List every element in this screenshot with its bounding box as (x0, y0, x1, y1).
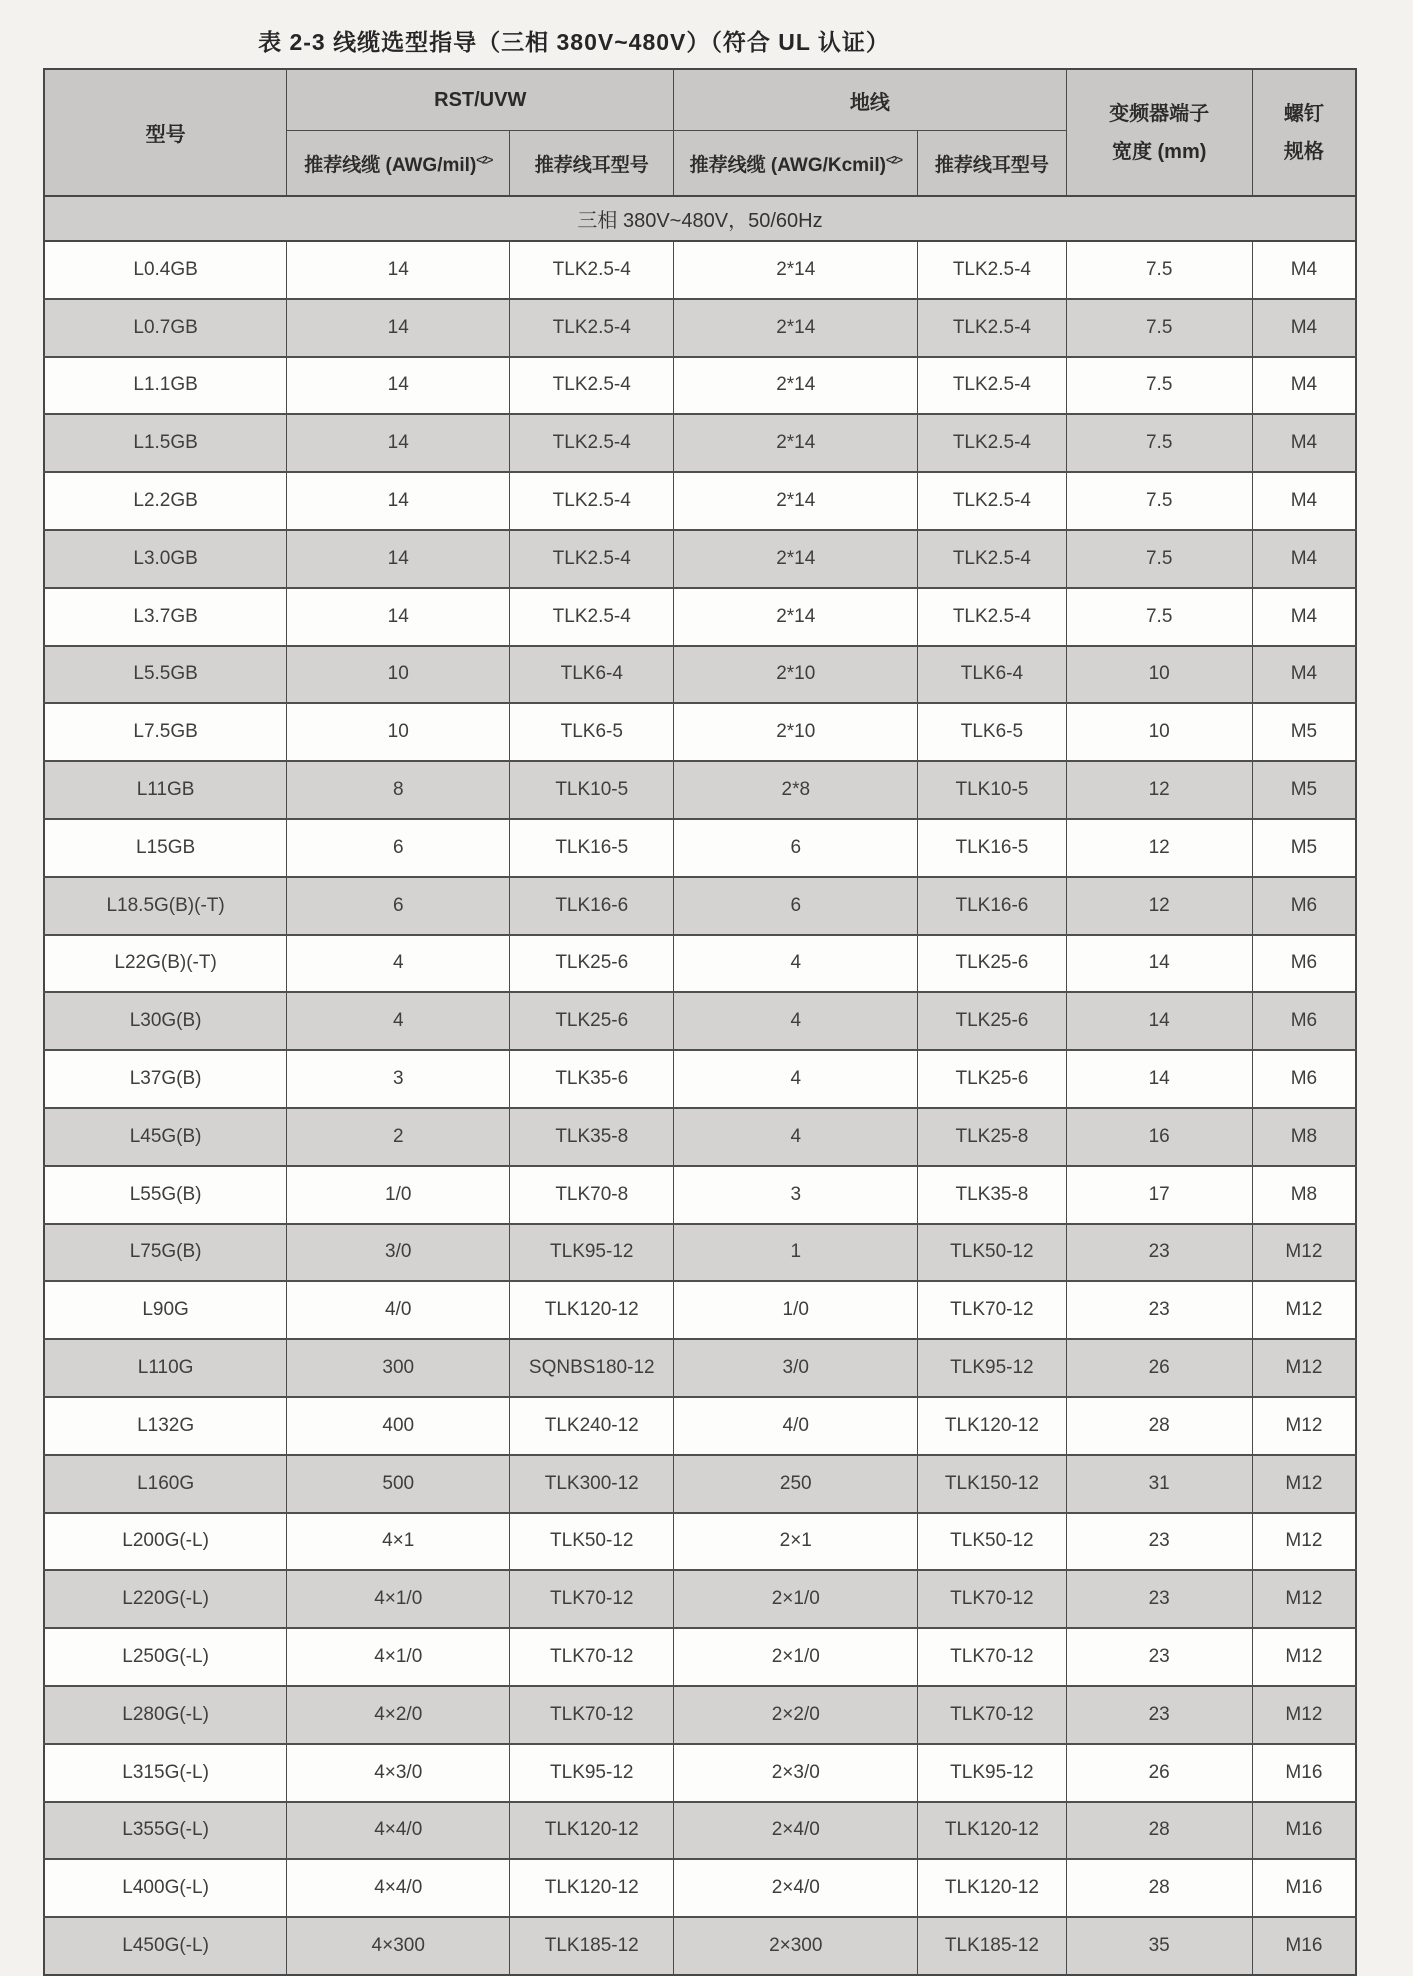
model-cell: L22G(B)(-T) (44, 935, 287, 993)
terminal-width-cell: 7.5 (1066, 472, 1252, 530)
ground-cable-cell: 2×2/0 (674, 1686, 918, 1744)
header-rst-cable (287, 131, 510, 197)
terminal-width-cell: 14 (1066, 935, 1252, 993)
rst-cable-cell: 4×1 (287, 1513, 510, 1571)
screw-spec-cell: M16 (1252, 1802, 1356, 1860)
table-row (44, 992, 1356, 1050)
table-row (44, 357, 1356, 415)
ground-cable-cell: 6 (674, 877, 918, 935)
screw-spec-cell: M4 (1252, 357, 1356, 415)
screw-spec-cell: M6 (1252, 935, 1356, 993)
header-screw-spec (1252, 69, 1356, 196)
terminal-width-cell: 23 (1066, 1570, 1252, 1628)
rst-cable-cell: 14 (287, 241, 510, 299)
cable-selection-table (43, 68, 1357, 1976)
screw-spec-cell: M12 (1252, 1570, 1356, 1628)
table-row (44, 299, 1356, 357)
rst-lug-cell: TLK16-5 (510, 819, 674, 877)
rst-lug-cell: SQNBS180-12 (510, 1339, 674, 1397)
ground-lug-cell: TLK10-5 (918, 761, 1066, 819)
table-row (44, 1513, 1356, 1571)
rst-lug-cell: TLK2.5-4 (510, 414, 674, 472)
model-cell: L110G (44, 1339, 287, 1397)
ground-lug-cell: TLK95-12 (918, 1744, 1066, 1802)
screw-spec-cell: M12 (1252, 1224, 1356, 1282)
terminal-width-cell: 7.5 (1066, 588, 1252, 646)
screw-spec-cell: M5 (1252, 761, 1356, 819)
ground-cable-cell: 2×4/0 (674, 1859, 918, 1917)
rst-lug-cell: TLK35-6 (510, 1050, 674, 1108)
header-ground-group: 地线 (674, 69, 1066, 131)
header-screw-line1: 螺钉 (1283, 102, 1324, 125)
ground-lug-cell: TLK2.5-4 (918, 588, 1066, 646)
ground-lug-cell: TLK35-8 (918, 1166, 1066, 1224)
header-ground-cable (674, 131, 918, 197)
screw-spec-cell: M12 (1252, 1281, 1356, 1339)
rst-cable-cell: 400 (287, 1397, 510, 1455)
terminal-width-cell: 23 (1066, 1281, 1252, 1339)
ground-cable-cell: 2*14 (674, 414, 918, 472)
table-row (44, 588, 1356, 646)
ground-lug-cell: TLK120-12 (918, 1397, 1066, 1455)
terminal-width-cell: 26 (1066, 1339, 1252, 1397)
rst-lug-cell: TLK25-6 (510, 935, 674, 993)
terminal-width-cell: 14 (1066, 992, 1252, 1050)
ground-cable-cell: 4/0 (674, 1397, 918, 1455)
phase-band-row (44, 196, 1356, 241)
rst-cable-cell: 14 (287, 472, 510, 530)
rst-cable-cell: 4 (287, 992, 510, 1050)
terminal-width-cell: 10 (1066, 646, 1252, 704)
table-row (44, 1859, 1356, 1917)
ground-lug-cell: TLK16-5 (918, 819, 1066, 877)
model-cell: L7.5GB (44, 703, 287, 761)
ground-lug-cell: TLK25-6 (918, 992, 1066, 1050)
ground-cable-cell: 2*14 (674, 472, 918, 530)
terminal-width-cell: 12 (1066, 819, 1252, 877)
ground-lug-cell: TLK2.5-4 (918, 299, 1066, 357)
table-header (44, 69, 1356, 196)
model-cell: L55G(B) (44, 1166, 287, 1224)
terminal-width-cell: 7.5 (1066, 241, 1252, 299)
ground-cable-cell: 2×1 (674, 1513, 918, 1571)
rst-lug-cell: TLK300-12 (510, 1455, 674, 1513)
terminal-width-cell: 10 (1066, 703, 1252, 761)
terminal-width-cell: 7.5 (1066, 530, 1252, 588)
terminal-width-cell: 16 (1066, 1108, 1252, 1166)
model-cell: L0.7GB (44, 299, 287, 357)
rst-lug-cell: TLK25-6 (510, 992, 674, 1050)
rst-cable-cell: 4×3/0 (287, 1744, 510, 1802)
rst-cable-cell: 14 (287, 414, 510, 472)
screw-spec-cell: M4 (1252, 414, 1356, 472)
rst-lug-cell: TLK50-12 (510, 1513, 674, 1571)
terminal-width-cell: 23 (1066, 1686, 1252, 1744)
model-cell: L132G (44, 1397, 287, 1455)
ground-lug-cell: TLK2.5-4 (918, 357, 1066, 415)
ground-cable-cell: 2*14 (674, 299, 918, 357)
table-row (44, 877, 1356, 935)
model-cell: L220G(-L) (44, 1570, 287, 1628)
table-row (44, 1570, 1356, 1628)
screw-spec-cell: M12 (1252, 1455, 1356, 1513)
ground-cable-cell: 4 (674, 1108, 918, 1166)
ground-cable-cell: 2*8 (674, 761, 918, 819)
rst-cable-cell: 500 (287, 1455, 510, 1513)
rst-cable-cell: 14 (287, 588, 510, 646)
screw-spec-cell: M4 (1252, 241, 1356, 299)
ground-lug-cell: TLK70-12 (918, 1281, 1066, 1339)
ground-cable-cell: 2×4/0 (674, 1802, 918, 1860)
table-row (44, 1802, 1356, 1860)
ground-lug-cell: TLK25-8 (918, 1108, 1066, 1166)
model-cell: L90G (44, 1281, 287, 1339)
ground-lug-cell: TLK150-12 (918, 1455, 1066, 1513)
table-body (44, 196, 1356, 1975)
rst-lug-cell: TLK70-12 (510, 1628, 674, 1686)
rst-cable-cell: 1/0 (287, 1166, 510, 1224)
table-row (44, 1224, 1356, 1282)
ground-lug-cell: TLK95-12 (918, 1339, 1066, 1397)
screw-spec-cell: M16 (1252, 1744, 1356, 1802)
ground-cable-cell: 2*10 (674, 646, 918, 704)
header-ground-cable-note: <2> (885, 154, 902, 167)
terminal-width-cell: 35 (1066, 1917, 1252, 1975)
screw-spec-cell: M5 (1252, 703, 1356, 761)
ground-lug-cell: TLK2.5-4 (918, 414, 1066, 472)
rst-cable-cell: 3 (287, 1050, 510, 1108)
ground-lug-cell: TLK2.5-4 (918, 241, 1066, 299)
rst-lug-cell: TLK6-4 (510, 646, 674, 704)
table-row (44, 472, 1356, 530)
ground-lug-cell: TLK185-12 (918, 1917, 1066, 1975)
table-row (44, 241, 1356, 299)
table-row (44, 703, 1356, 761)
ground-cable-cell: 4 (674, 935, 918, 993)
screw-spec-cell: M12 (1252, 1628, 1356, 1686)
screw-spec-cell: M16 (1252, 1917, 1356, 1975)
table-row (44, 1108, 1356, 1166)
terminal-width-cell: 7.5 (1066, 299, 1252, 357)
model-cell: L250G(-L) (44, 1628, 287, 1686)
rst-lug-cell: TLK35-8 (510, 1108, 674, 1166)
table-row (44, 414, 1356, 472)
table-row (44, 1339, 1356, 1397)
rst-cable-cell: 10 (287, 703, 510, 761)
rst-cable-cell: 4×300 (287, 1917, 510, 1975)
rst-cable-cell: 8 (287, 761, 510, 819)
terminal-width-cell: 23 (1066, 1513, 1252, 1571)
rst-cable-cell: 6 (287, 877, 510, 935)
screw-spec-cell: M6 (1252, 877, 1356, 935)
screw-spec-cell: M6 (1252, 992, 1356, 1050)
model-cell: L200G(-L) (44, 1513, 287, 1571)
header-terminal-width (1066, 69, 1252, 196)
header-screw-line2: 规格 (1283, 140, 1324, 163)
rst-lug-cell: TLK2.5-4 (510, 299, 674, 357)
phase-band-label: 三相 380V~480V，50/60Hz (44, 196, 1356, 241)
table-row (44, 1281, 1356, 1339)
model-cell: L2.2GB (44, 472, 287, 530)
rst-cable-cell: 4×1/0 (287, 1628, 510, 1686)
terminal-width-cell: 12 (1066, 761, 1252, 819)
rst-lug-cell: TLK120-12 (510, 1802, 674, 1860)
ground-cable-cell: 4 (674, 1050, 918, 1108)
ground-lug-cell: TLK120-12 (918, 1802, 1066, 1860)
table-row (44, 1397, 1356, 1455)
rst-cable-cell: 6 (287, 819, 510, 877)
terminal-width-cell: 7.5 (1066, 414, 1252, 472)
rst-lug-cell: TLK70-12 (510, 1570, 674, 1628)
ground-lug-cell: TLK6-5 (918, 703, 1066, 761)
rst-cable-cell: 4×2/0 (287, 1686, 510, 1744)
ground-cable-cell: 3 (674, 1166, 918, 1224)
model-cell: L355G(-L) (44, 1802, 287, 1860)
ground-cable-cell: 2×1/0 (674, 1570, 918, 1628)
table-row (44, 646, 1356, 704)
table-title: 表 2-3 线缆选型指导（三相 380V~480V）（符合 UL 认证） (258, 29, 890, 55)
screw-spec-cell: M16 (1252, 1859, 1356, 1917)
screw-spec-cell: M4 (1252, 588, 1356, 646)
model-cell: L1.5GB (44, 414, 287, 472)
terminal-width-cell: 28 (1066, 1397, 1252, 1455)
rst-lug-cell: TLK2.5-4 (510, 588, 674, 646)
rst-cable-cell: 4×1/0 (287, 1570, 510, 1628)
rst-lug-cell: TLK95-12 (510, 1744, 674, 1802)
ground-cable-cell: 4 (674, 992, 918, 1050)
screw-spec-cell: M4 (1252, 646, 1356, 704)
terminal-width-cell: 26 (1066, 1744, 1252, 1802)
ground-cable-cell: 2×1/0 (674, 1628, 918, 1686)
rst-cable-cell: 4×4/0 (287, 1802, 510, 1860)
table-row (44, 1686, 1356, 1744)
terminal-width-cell: 28 (1066, 1859, 1252, 1917)
ground-lug-cell: TLK25-6 (918, 1050, 1066, 1108)
model-cell: L0.4GB (44, 241, 287, 299)
table-row (44, 1628, 1356, 1686)
header-rst-cable-label: 推荐线缆 (AWG/mil) (304, 154, 477, 176)
screw-spec-cell: M4 (1252, 530, 1356, 588)
ground-lug-cell: TLK120-12 (918, 1859, 1066, 1917)
header-group-row (44, 69, 1356, 131)
screw-spec-cell: M12 (1252, 1339, 1356, 1397)
model-cell: L18.5G(B)(-T) (44, 877, 287, 935)
terminal-width-cell: 23 (1066, 1224, 1252, 1282)
ground-cable-cell: 6 (674, 819, 918, 877)
rst-lug-cell: TLK2.5-4 (510, 241, 674, 299)
rst-lug-cell: TLK240-12 (510, 1397, 674, 1455)
screw-spec-cell: M4 (1252, 299, 1356, 357)
model-cell: L75G(B) (44, 1224, 287, 1282)
table-row (44, 819, 1356, 877)
model-cell: L315G(-L) (44, 1744, 287, 1802)
terminal-width-cell: 28 (1066, 1802, 1252, 1860)
ground-lug-cell: TLK2.5-4 (918, 472, 1066, 530)
header-ground-lug: 推荐线耳型号 (918, 131, 1066, 197)
rst-cable-cell: 2 (287, 1108, 510, 1166)
rst-lug-cell: TLK16-6 (510, 877, 674, 935)
ground-cable-cell: 1 (674, 1224, 918, 1282)
terminal-width-cell: 17 (1066, 1166, 1252, 1224)
ground-lug-cell: TLK2.5-4 (918, 530, 1066, 588)
screw-spec-cell: M5 (1252, 819, 1356, 877)
ground-cable-cell: 2*14 (674, 357, 918, 415)
table-row (44, 1917, 1356, 1975)
ground-cable-cell: 2×300 (674, 1917, 918, 1975)
rst-cable-cell: 14 (287, 357, 510, 415)
table-row (44, 761, 1356, 819)
header-rst-lug: 推荐线耳型号 (510, 131, 674, 197)
terminal-width-cell: 31 (1066, 1455, 1252, 1513)
ground-cable-cell: 2*14 (674, 530, 918, 588)
terminal-width-cell: 14 (1066, 1050, 1252, 1108)
model-cell: L45G(B) (44, 1108, 287, 1166)
table-row (44, 1455, 1356, 1513)
model-cell: L11GB (44, 761, 287, 819)
rst-lug-cell: TLK95-12 (510, 1224, 674, 1282)
model-cell: L1.1GB (44, 357, 287, 415)
model-cell: L280G(-L) (44, 1686, 287, 1744)
ground-cable-cell: 2*14 (674, 588, 918, 646)
ground-lug-cell: TLK70-12 (918, 1570, 1066, 1628)
table-row (44, 1050, 1356, 1108)
terminal-width-cell: 23 (1066, 1628, 1252, 1686)
rst-cable-cell: 4 (287, 935, 510, 993)
ground-lug-cell: TLK70-12 (918, 1686, 1066, 1744)
rst-cable-cell: 14 (287, 530, 510, 588)
model-cell: L5.5GB (44, 646, 287, 704)
screw-spec-cell: M6 (1252, 1050, 1356, 1108)
rst-cable-cell: 4×4/0 (287, 1859, 510, 1917)
ground-lug-cell: TLK16-6 (918, 877, 1066, 935)
model-cell: L15GB (44, 819, 287, 877)
ground-lug-cell: TLK25-6 (918, 935, 1066, 993)
model-cell: L37G(B) (44, 1050, 287, 1108)
ground-cable-cell: 2*14 (674, 241, 918, 299)
rst-lug-cell: TLK10-5 (510, 761, 674, 819)
rst-cable-cell: 3/0 (287, 1224, 510, 1282)
header-rst-uvw-group: RST/UVW (287, 69, 674, 131)
screw-spec-cell: M12 (1252, 1686, 1356, 1744)
ground-lug-cell: TLK70-12 (918, 1628, 1066, 1686)
model-cell: L160G (44, 1455, 287, 1513)
rst-lug-cell: TLK185-12 (510, 1917, 674, 1975)
table-row (44, 935, 1356, 993)
terminal-width-cell: 7.5 (1066, 357, 1252, 415)
model-cell: L400G(-L) (44, 1859, 287, 1917)
rst-lug-cell: TLK2.5-4 (510, 530, 674, 588)
screw-spec-cell: M8 (1252, 1166, 1356, 1224)
rst-cable-cell: 10 (287, 646, 510, 704)
ground-cable-cell: 3/0 (674, 1339, 918, 1397)
terminal-width-cell: 12 (1066, 877, 1252, 935)
ground-lug-cell: TLK50-12 (918, 1513, 1066, 1571)
screw-spec-cell: M8 (1252, 1108, 1356, 1166)
ground-cable-cell: 1/0 (674, 1281, 918, 1339)
header-terminal-width-line2: 宽度 (mm) (1111, 140, 1207, 163)
table-row (44, 530, 1356, 588)
rst-lug-cell: TLK120-12 (510, 1281, 674, 1339)
table-row (44, 1166, 1356, 1224)
rst-cable-cell: 300 (287, 1339, 510, 1397)
ground-lug-cell: TLK6-4 (918, 646, 1066, 704)
header-ground-cable-label: 推荐线缆 (AWG/Kcmil) (689, 154, 886, 176)
rst-lug-cell: TLK70-12 (510, 1686, 674, 1744)
screw-spec-cell: M12 (1252, 1513, 1356, 1571)
rst-cable-cell: 4/0 (287, 1281, 510, 1339)
screw-spec-cell: M4 (1252, 472, 1356, 530)
header-model: 型号 (44, 69, 287, 196)
model-cell: L3.0GB (44, 530, 287, 588)
screw-spec-cell: M12 (1252, 1397, 1356, 1455)
header-rst-cable-note: <2> (476, 154, 493, 167)
rst-lug-cell: TLK70-8 (510, 1166, 674, 1224)
ground-lug-cell: TLK50-12 (918, 1224, 1066, 1282)
rst-cable-cell: 14 (287, 299, 510, 357)
ground-cable-cell: 2*10 (674, 703, 918, 761)
rst-lug-cell: TLK2.5-4 (510, 472, 674, 530)
rst-lug-cell: TLK2.5-4 (510, 357, 674, 415)
ground-cable-cell: 2×3/0 (674, 1744, 918, 1802)
rst-lug-cell: TLK6-5 (510, 703, 674, 761)
model-cell: L3.7GB (44, 588, 287, 646)
header-terminal-width-line1: 变频器端子 (1109, 102, 1210, 125)
model-cell: L30G(B) (44, 992, 287, 1050)
model-cell: L450G(-L) (44, 1917, 287, 1975)
table-row (44, 1744, 1356, 1802)
ground-cable-cell: 250 (674, 1455, 918, 1513)
rst-lug-cell: TLK120-12 (510, 1859, 674, 1917)
